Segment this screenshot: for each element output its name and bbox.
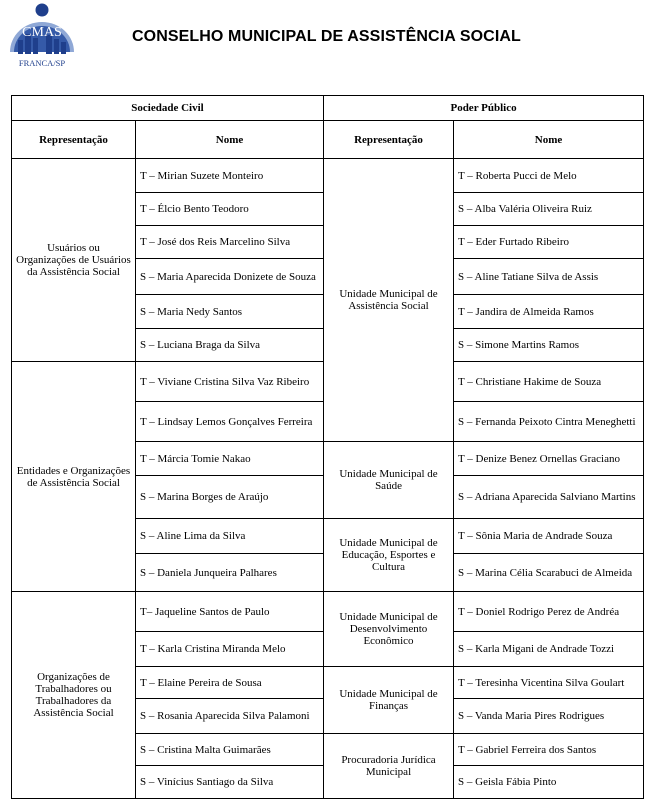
representacao-saude: Unidade Municipal de Saúde [324,442,454,519]
member-civil: S – Luciana Braga da Silva [136,329,324,362]
group-header-publico: Poder Público [324,96,644,121]
representacao-procuradoria: Procuradoria Jurídica Municipal [324,734,454,799]
member-civil: T – Élcio Bento Teodoro [136,193,324,226]
svg-text:CMAS: CMAS [22,25,62,40]
member-civil: S – Marina Borges de Araújo [136,476,324,519]
member-civil: T – Lindsay Lemos Gonçalves Ferreira [136,402,324,442]
member-civil: T– Jaqueline Santos de Paulo [136,592,324,632]
page-title: CONSELHO MUNICIPAL DE ASSISTÊNCIA SOCIAL [132,28,521,45]
member-civil: S – Aline Lima da Silva [136,519,324,554]
member-publico: S – Adriana Aparecida Salviano Martins [454,476,644,519]
member-publico: T – Christiane Hakime de Souza [454,362,644,402]
col-header-nome-publico: Nome [454,121,644,159]
representacao-civil-usuarios: Usuários ou Organizações de Usuários da Assistência Social [12,159,136,362]
member-publico: S – Marina Célia Scarabuci de Almeida [454,554,644,592]
col-header-representacao-publico: Representação [324,121,454,159]
representacao-civil-trabalhadores: Organizações de Trabalhadores ou Trabalhadores da Assistência Social [12,592,136,799]
member-civil: S – Daniela Junqueira Palhares [136,554,324,592]
member-publico: S – Karla Migani de Andrade Tozzi [454,632,644,667]
member-civil: T – Mirian Suzete Monteiro [136,159,324,193]
member-publico: S – Aline Tatiane Silva de Assis [454,259,644,295]
member-civil: T – Elaine Pereira de Sousa [136,667,324,699]
col-header-nome-civil: Nome [136,121,324,159]
cmas-logo [4,2,80,76]
col-header-representacao-civil: Representação [12,121,136,159]
representacao-financas: Unidade Municipal de Finanças [324,667,454,734]
group-header-civil: Sociedade Civil [12,96,324,121]
member-civil: S – Rosania Aparecida Silva Palamoni [136,699,324,734]
member-civil: S – Maria Nedy Santos [136,295,324,329]
council-table [11,95,644,799]
member-publico: T – Jandira de Almeida Ramos [454,295,644,329]
member-publico: S – Geisla Fábia Pinto [454,766,644,799]
representacao-educacao: Unidade Municipal de Educação, Esportes e Cultura [324,519,454,592]
member-civil: T – José dos Reis Marcelino Silva [136,226,324,259]
member-civil: S – Maria Aparecida Donizete de Souza [136,259,324,295]
member-publico: T – Sônia Maria de Andrade Souza [454,519,644,554]
member-civil: S – Cristina Malta Guimarães [136,734,324,766]
member-publico: S – Vanda Maria Pires Rodrigues [454,699,644,734]
member-publico: T – Teresinha Vicentina Silva Goulart [454,667,644,699]
member-civil: T – Karla Cristina Miranda Melo [136,632,324,667]
member-publico: S – Simone Martins Ramos [454,329,644,362]
member-publico: T – Denize Benez Ornellas Graciano [454,442,644,476]
svg-text:FRANCA/SP: FRANCA/SP [18,58,66,68]
member-publico: S – Fernanda Peixoto Cintra Meneghetti [454,402,644,442]
member-publico: T – Roberta Pucci de Melo [454,159,644,193]
representacao-desenvolvimento: Unidade Municipal de Desenvolvimento Econômico [324,592,454,667]
member-publico: T – Gabriel Ferreira dos Santos [454,734,644,766]
representacao-assistencia-social: Unidade Municipal de Assistência Social [324,159,454,442]
representacao-civil-entidades: Entidades e Organizações de Assistência Social [12,362,136,592]
member-civil: T – Márcia Tomie Nakao [136,442,324,476]
member-publico: T – Doniel Rodrigo Perez de Andréa [454,592,644,632]
member-civil: T – Viviane Cristina Silva Vaz Ribeiro [136,362,324,402]
member-publico: T – Eder Furtado Ribeiro [454,226,644,259]
member-publico: S – Alba Valéria Oliveira Ruiz [454,193,644,226]
member-civil: S – Vinícius Santiago da Silva [136,766,324,799]
